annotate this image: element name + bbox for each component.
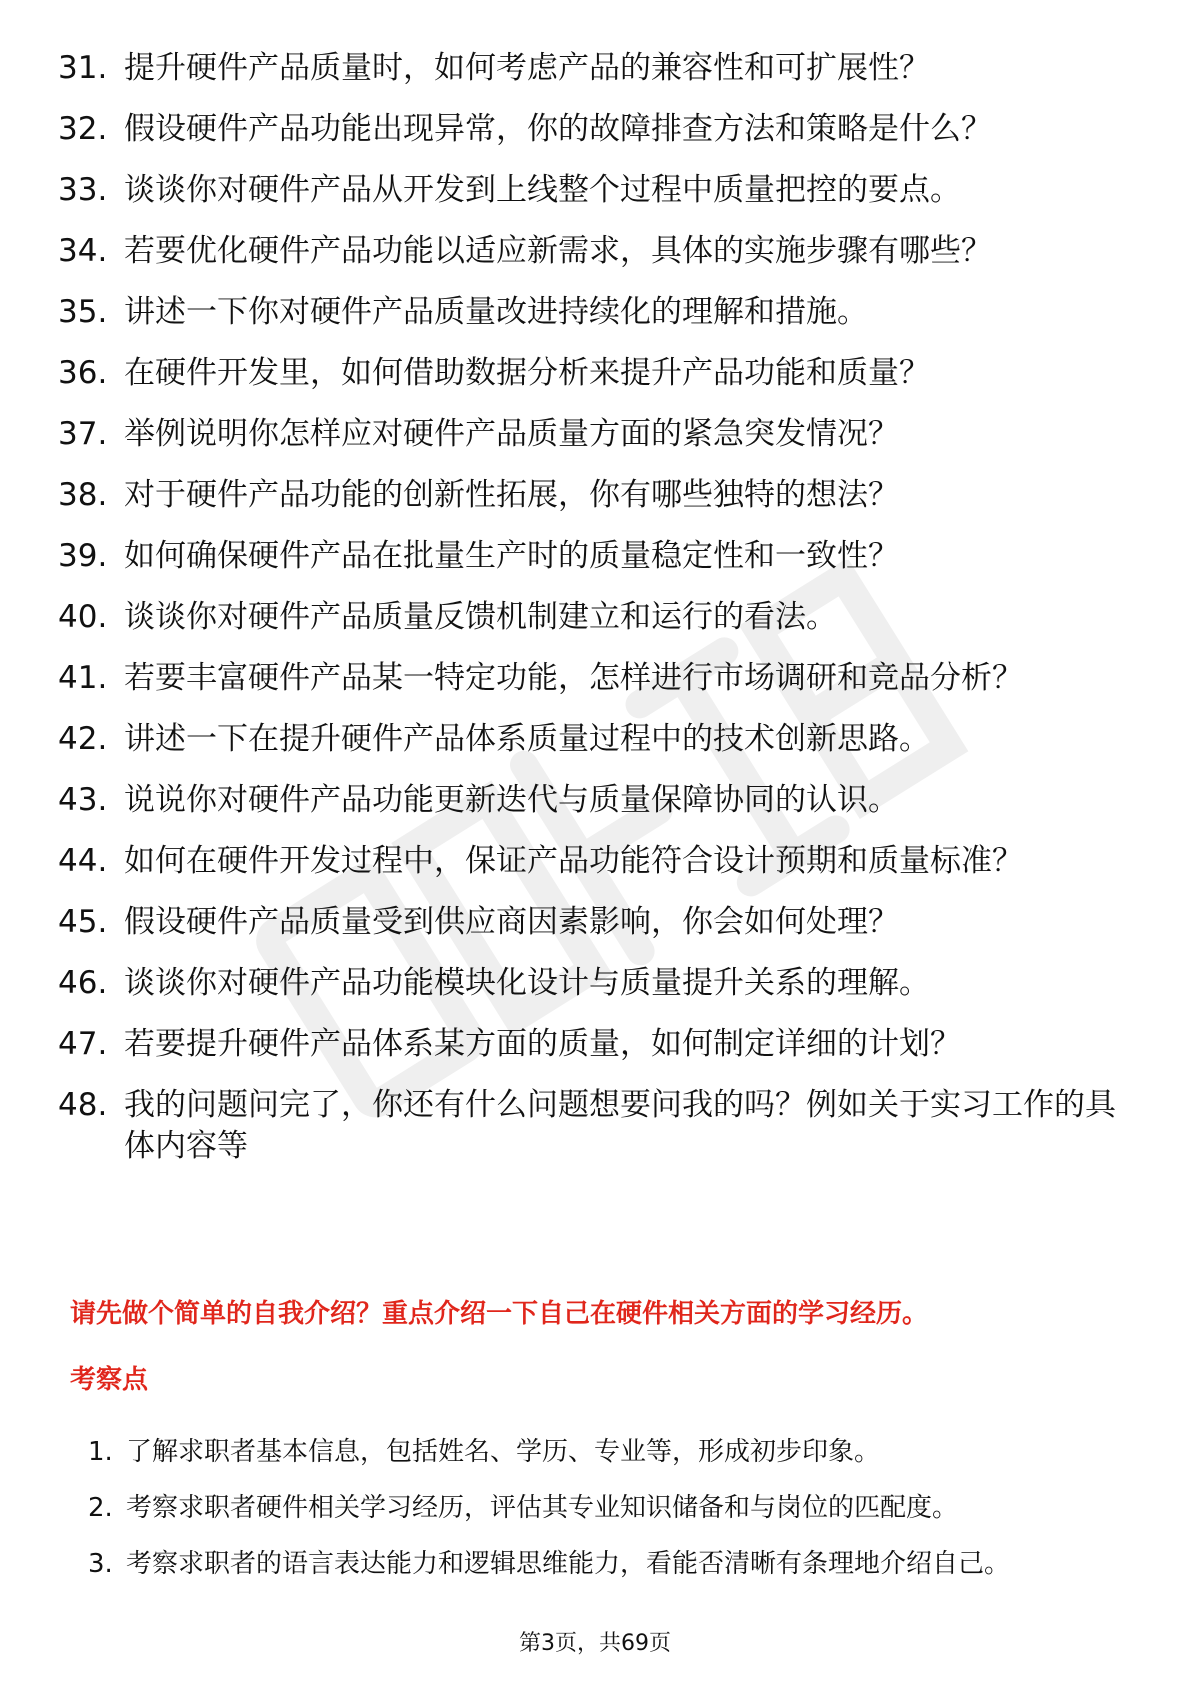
list-item xyxy=(58,536,1128,577)
list-item xyxy=(88,1490,1128,1526)
question-text: 在硬件开发里，如何借助数据分析来提升产品功能和质量？ xyxy=(124,355,930,391)
question-text: 如何在硬件开发过程中，保证产品功能符合设计预期和质量标准？ xyxy=(124,843,1023,879)
question-number: 39. xyxy=(58,538,108,574)
question-number: 36. xyxy=(58,355,108,391)
question-number: 45. xyxy=(58,904,108,940)
list-item xyxy=(58,414,1128,455)
list-item xyxy=(88,1434,1128,1470)
list-item xyxy=(58,719,1128,760)
question-number: 42. xyxy=(58,721,108,757)
question-text: 举例说明你怎样应对硬件产品质量方面的紧急突发情况？ xyxy=(124,416,899,452)
question-text: 假设硬件产品功能出现异常，你的故障排查方法和策略是什么？ xyxy=(124,111,992,147)
question-text: 谈谈你对硬件产品质量反馈机制建立和运行的看法。 xyxy=(124,599,837,635)
question-number: 48. xyxy=(58,1087,108,1123)
list-item xyxy=(58,292,1128,333)
list-item xyxy=(58,780,1128,821)
list-item xyxy=(58,841,1128,882)
list-item xyxy=(58,658,1128,699)
question-text: 讲述一下在提升硬件产品体系质量过程中的技术创新思路。 xyxy=(124,721,930,757)
question-number: 31. xyxy=(58,50,108,86)
question-text: 讲述一下你对硬件产品质量改进持续化的理解和措施。 xyxy=(124,294,868,330)
question-number: 34. xyxy=(58,233,108,269)
list-item xyxy=(58,48,1128,89)
question-text: 假设硬件产品质量受到供应商因素影响，你会如何处理？ xyxy=(124,904,899,940)
list-item xyxy=(58,231,1128,272)
assessment-points-list xyxy=(88,1434,1128,1602)
question-number: 47. xyxy=(58,1026,108,1062)
list-item xyxy=(58,902,1128,943)
point-number: 2. xyxy=(88,1493,113,1523)
question-text: 如何确保硬件产品在批量生产时的质量稳定性和一致性？ xyxy=(124,538,899,574)
list-item xyxy=(58,353,1128,394)
question-number: 40. xyxy=(58,599,108,635)
question-number: 32. xyxy=(58,111,108,147)
question-text: 若要提升硬件产品体系某方面的质量，如何制定详细的计划？ xyxy=(124,1026,961,1062)
question-list xyxy=(58,48,1128,1187)
question-number: 46. xyxy=(58,965,108,1001)
question-number: 41. xyxy=(58,660,108,696)
question-text: 若要优化硬件产品功能以适应新需求，具体的实施步骤有哪些？ xyxy=(124,233,992,269)
question-text: 若要丰富硬件产品某一特定功能，怎样进行市场调研和竞品分析？ xyxy=(124,660,1023,696)
question-text: 谈谈你对硬件产品功能模块化设计与质量提升关系的理解。 xyxy=(124,965,930,1001)
question-number: 37. xyxy=(58,416,108,452)
point-text: 考察求职者的语言表达能力和逻辑思维能力，看能否清晰有条理地介绍自己。 xyxy=(126,1549,1011,1579)
list-item xyxy=(58,1085,1128,1167)
point-text: 考察求职者硬件相关学习经历，评估其专业知识储备和与岗位的匹配度。 xyxy=(126,1493,959,1523)
question-text: 谈谈你对硬件产品从开发到上线整个过程中质量把控的要点。 xyxy=(124,172,961,208)
point-text: 了解求职者基本信息，包括姓名、学历、专业等，形成初步印象。 xyxy=(126,1437,881,1467)
question-number: 35. xyxy=(58,294,108,330)
point-number: 1. xyxy=(88,1437,113,1467)
list-item xyxy=(58,170,1128,211)
assessment-points-heading: 考察点 xyxy=(70,1365,149,1395)
question-number: 33. xyxy=(58,172,108,208)
question-text: 说说你对硬件产品功能更新迭代与质量保障协同的认识。 xyxy=(124,782,899,818)
list-item xyxy=(58,1024,1128,1065)
interview-prompt-heading: 请先做个简单的自我介绍？重点介绍一下自己在硬件相关方面的学习经历。 xyxy=(70,1299,929,1329)
question-text: 提升硬件产品质量时，如何考虑产品的兼容性和可扩展性？ xyxy=(124,50,930,86)
question-text: 对于硬件产品功能的创新性拓展，你有哪些独特的想法？ xyxy=(124,477,899,513)
list-item xyxy=(88,1546,1128,1582)
page-number-footer: 第3页，共69页 xyxy=(519,1631,671,1656)
question-text: 我的问题问完了，你还有什么问题想要问我的吗？例如关于实习工作的具体内容等 xyxy=(124,1087,1116,1164)
question-number: 43. xyxy=(58,782,108,818)
question-number: 38. xyxy=(58,477,108,513)
list-item xyxy=(58,963,1128,1004)
list-item xyxy=(58,475,1128,516)
question-number: 44. xyxy=(58,843,108,879)
list-item xyxy=(58,109,1128,150)
list-item xyxy=(58,597,1128,638)
point-number: 3. xyxy=(88,1549,113,1579)
